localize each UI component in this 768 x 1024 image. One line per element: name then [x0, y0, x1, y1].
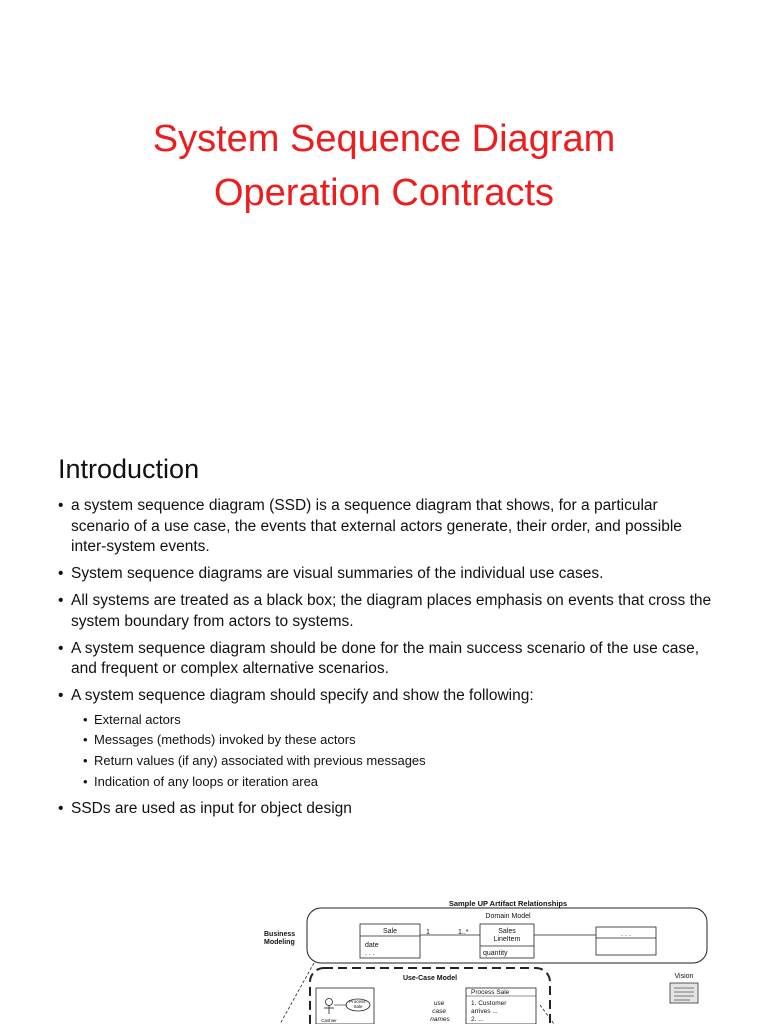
process-sale-title: Process Sale	[471, 989, 510, 996]
sale-class	[360, 924, 420, 958]
bullet-item: • A system sequence diagram should specify and show the following: • External actors • Messages (methods) invoked by these actors • Return values (if any) associated with previous messages • Indication of any loops or iteration area	[58, 686, 718, 793]
saleslineitem-class	[480, 924, 534, 958]
use-case-model-label: Use-Case Model	[402, 975, 458, 982]
multiplicity-one: 1	[426, 929, 430, 936]
title-line-2: Operation Contracts	[213, 172, 555, 214]
artifact-relationships-diagram	[254, 893, 714, 1024]
sub-bullet-list	[71, 710, 718, 793]
use-case-diagram	[316, 988, 374, 1024]
process-sale-step2: 2. ...	[471, 1016, 484, 1023]
diagram-title: Sample UP Artifact Relationships	[448, 899, 568, 908]
vision-label: Vision	[674, 973, 694, 980]
actor-label: Cashier	[321, 1018, 337, 1023]
other-class	[596, 927, 656, 955]
bullet-item: • A system sequence diagram should be done for the main success scenario of the use case, and frequent or complex alternative scenarios.	[58, 639, 718, 680]
domain-model-label: Domain Model	[485, 913, 531, 920]
sub-bullet-item: • Indication of any loops or iteration area	[71, 772, 718, 793]
slide-title	[0, 112, 768, 220]
use-case-names-label: use case names	[430, 1000, 450, 1023]
use-case-oval-label: Process Sale	[349, 999, 366, 1009]
sub-bullet-item: • External actors	[71, 710, 718, 731]
sale-attr-more: . . .	[365, 950, 375, 957]
bullet-list	[58, 496, 718, 826]
sub-bullet-item: • Return values (if any) associated with previous messages	[71, 751, 718, 772]
saleslineitem-name-1: Sales	[498, 928, 516, 935]
section-heading: Introduction	[58, 454, 200, 484]
bullet-item: • a system sequence diagram (SSD) is a sequence diagram that shows, for a particular scenario of a use case, the events that external actors generate, their order, and possible inter-system events.	[58, 496, 718, 558]
saleslineitem-attr: quantity	[483, 950, 508, 957]
bullet-item: • All systems are treated as a black box; the diagram places emphasis on events that cross the system boundary from actors to systems.	[58, 591, 718, 632]
sub-bullet-item: • Messages (methods) invoked by these actors	[71, 730, 718, 751]
process-sale-step1: 1. Customer arrives ...	[471, 1000, 507, 1015]
process-sale-text	[466, 988, 536, 1024]
multiplicity-many: 1..*	[458, 929, 469, 936]
vision-document-icon	[670, 983, 698, 1003]
sale-attr-date: date	[365, 942, 379, 949]
other-class-ellipsis: . . .	[621, 931, 631, 938]
business-modeling-label: Business Modeling	[264, 931, 296, 946]
bullet-item: • SSDs are used as input for object design	[58, 799, 718, 820]
dependency-arrow	[280, 963, 314, 1024]
sale-class-name: Sale	[382, 928, 398, 935]
title-line-1: System Sequence Diagram	[152, 118, 616, 160]
dependency-arrow-2	[540, 1005, 554, 1024]
bullet-item: • System sequence diagrams are visual summaries of the individual use cases.	[58, 564, 718, 585]
saleslineitem-name-2: LineItem	[493, 936, 521, 943]
